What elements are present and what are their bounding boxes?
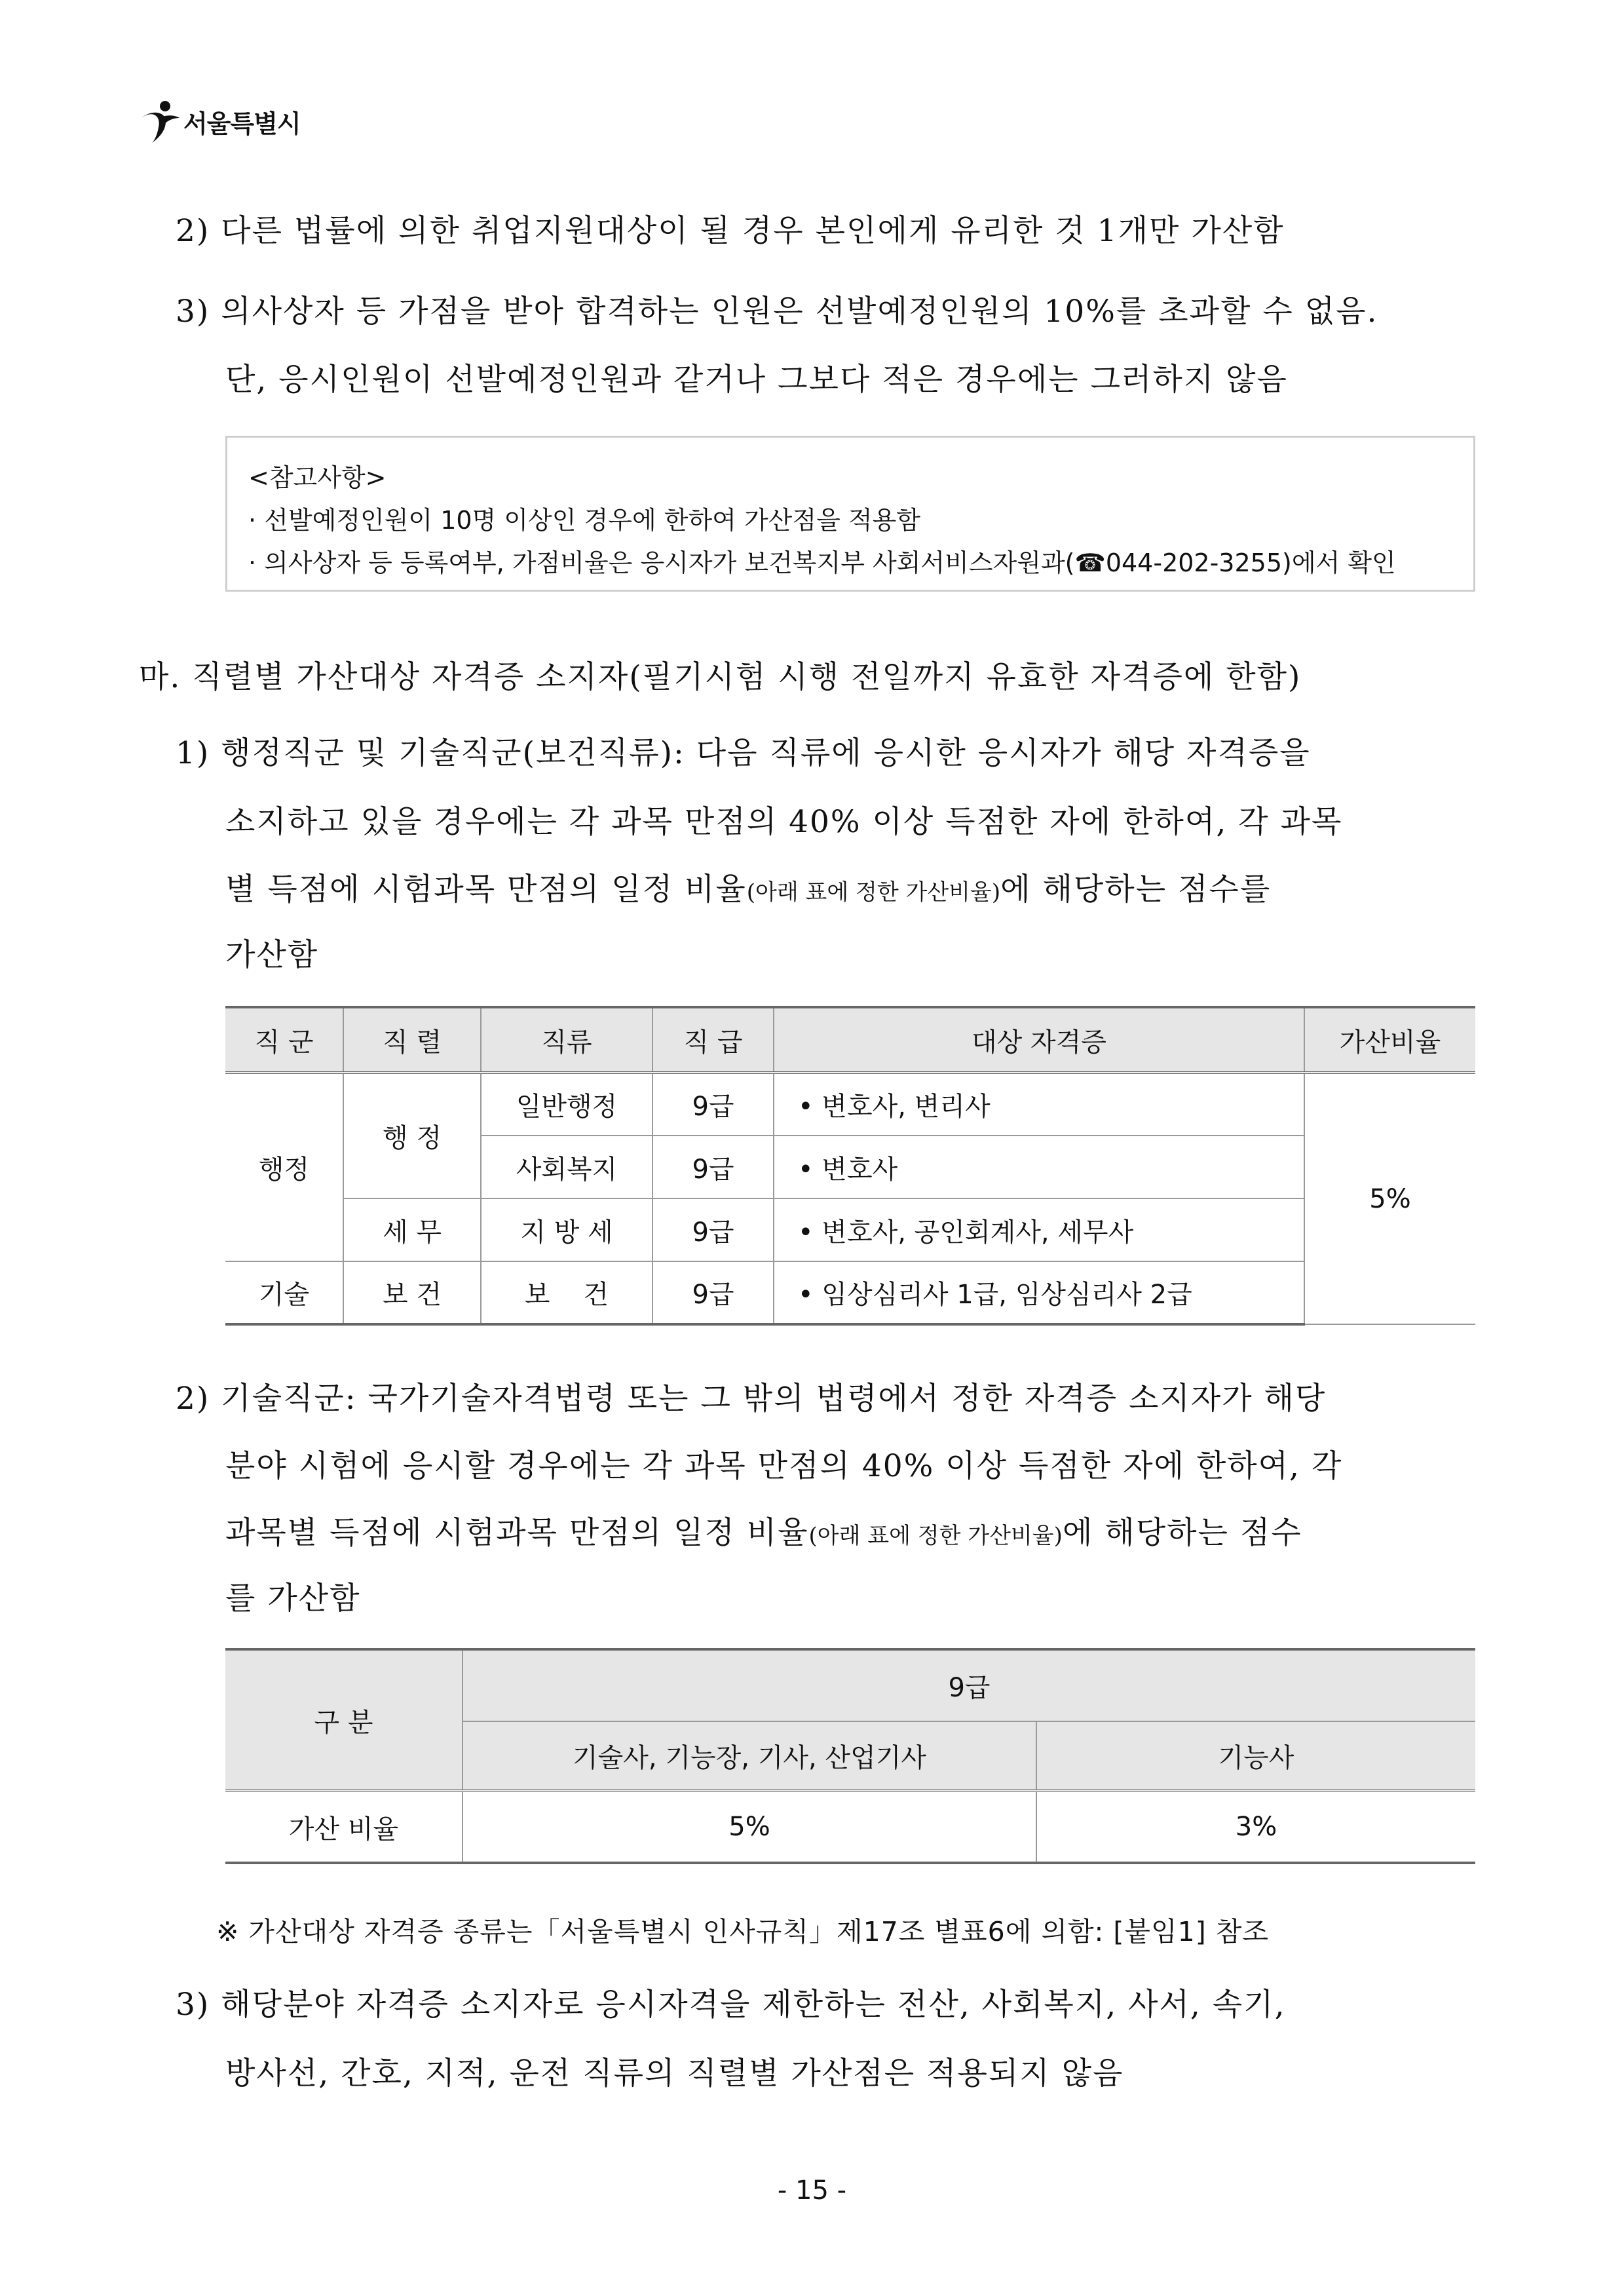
item2-line3-end: 에 해당하는 점수 xyxy=(1062,1515,1302,1551)
group-admin: 행정 xyxy=(225,1073,343,1261)
item2-line3-main: 과목별 득점에 시험과목 만점의 일정 비율 xyxy=(225,1515,809,1551)
page-number: - 15 - xyxy=(777,2175,847,2206)
grade-cell: 9급 xyxy=(652,1198,774,1261)
item-3-line1: 3) 의사상자 등 가점을 받아 합격하는 인원은 선발예정인원의 10%를 초과할 수 없음. xyxy=(176,294,1378,330)
item1-line3-small-note: (아래 표에 정한 가산비율) xyxy=(746,879,1001,906)
field-cell: 일반행정 xyxy=(481,1073,652,1136)
header-field: 직류 xyxy=(481,1007,652,1073)
seoul-emblem-icon xyxy=(139,98,181,144)
field-cell: 보 건 xyxy=(481,1261,652,1324)
section-item1-line4: 가산함 xyxy=(225,937,319,973)
field-cell: 사회복지 xyxy=(481,1136,652,1198)
row-label: 가산 비율 xyxy=(225,1791,463,1863)
section-item2-line2: 분야 시험에 응시할 경우에는 각 과목 만점의 40% 이상 득점한 자에 한하여, 각 xyxy=(225,1448,1343,1484)
reference-bullet-1: · 선발예정인원이 10명 이상인 경우에 한하여 가산점을 적용함 xyxy=(248,506,920,535)
certs-cell: • 변호사, 변리사 xyxy=(774,1073,1304,1136)
certs-cell: • 임상심리사 1급, 임상심리사 2급 xyxy=(774,1261,1304,1324)
value-cell: 5% xyxy=(463,1791,1036,1863)
col1-header: 기술사, 기능장, 기사, 산업기사 xyxy=(463,1721,1036,1791)
header-group: 직 군 xyxy=(225,1007,343,1073)
header-grade: 직 급 xyxy=(652,1007,774,1073)
section-item3-line1: 3) 해당분야 자격증 소지자로 응시자격을 제한하는 전산, 사회복지, 사서, 속기, xyxy=(176,1987,1286,2023)
grade-cell: 9급 xyxy=(652,1136,774,1198)
item-3-line2: 단, 응시인원이 선발예정인원과 같거나 그보다 적은 경우에는 그러하지 않음 xyxy=(225,362,1288,398)
series-tax: 세 무 xyxy=(343,1198,481,1261)
reference-title: <참고사항> xyxy=(248,463,387,492)
grade-cell: 9급 xyxy=(652,1073,774,1136)
corner-header: 구 분 xyxy=(225,1649,463,1791)
series-admin: 행 정 xyxy=(343,1073,481,1198)
reference-note: ※ 가산대상 자격증 종류는「서울특별시 인사규칙」제17조 별표6에 의함: [붙임1] 참조 xyxy=(216,1916,1269,1947)
value-cell: 3% xyxy=(1036,1791,1475,1863)
table-row xyxy=(225,1198,1475,1261)
section-item1-line2: 소지하고 있을 경우에는 각 과목 만점의 40% 이상 득점한 자에 한하여, 각 과목 xyxy=(225,804,1343,840)
section-heading: 마. 직렬별 가산대상 자격증 소지자(필기시험 시행 전일까지 유효한 자격증에 한함) xyxy=(139,659,1302,695)
org-name: 서울특별시 xyxy=(183,109,301,138)
header-certs: 대상 자격증 xyxy=(774,1007,1304,1073)
section-item3-line2: 방사선, 간호, 지적, 운전 직류의 직렬별 가산점은 적용되지 않음 xyxy=(225,2056,1124,2092)
table-header-row xyxy=(225,1007,1475,1073)
item-2-text: 2) 다른 법률에 의한 취업지원대상이 될 경우 본인에게 유리한 것 1개만 가산함 xyxy=(176,213,1285,249)
certs-cell: • 변호사 xyxy=(774,1136,1304,1198)
header-ratio: 가산비율 xyxy=(1304,1007,1475,1073)
group-tech: 기술 xyxy=(225,1261,343,1324)
series-health: 보 건 xyxy=(343,1261,481,1324)
section-item2-line3 xyxy=(225,1514,1302,1556)
table-row xyxy=(225,1791,1475,1863)
ratio-cell: 5% xyxy=(1304,1073,1475,1324)
grade-header: 9급 xyxy=(463,1649,1475,1721)
grade-ratio-table xyxy=(225,1648,1475,1864)
seoul-logo xyxy=(139,98,301,144)
item1-line3-main: 별 득점에 시험과목 만점의 일정 비율 xyxy=(225,871,747,908)
table-row xyxy=(225,1261,1475,1324)
table-header-row xyxy=(225,1649,1475,1721)
section-item1-line1: 1) 행정직군 및 기술직군(보건직류): 다음 직류에 응시한 응시자가 해당 자격증을 xyxy=(176,735,1311,771)
certificate-table xyxy=(225,1006,1475,1326)
item1-line3-end: 에 해당하는 점수를 xyxy=(1000,871,1272,908)
section-item2-line4: 를 가산함 xyxy=(225,1580,361,1617)
header-series: 직 렬 xyxy=(343,1007,481,1073)
section-item1-line3 xyxy=(225,870,1271,912)
table-row xyxy=(225,1073,1475,1136)
reference-bullet-2: · 의사상자 등 등록여부, 가점비율은 응시자가 보건복지부 사회서비스자원과(☎044-202-3255)에서 확인 xyxy=(248,548,1396,577)
grade-cell: 9급 xyxy=(652,1261,774,1324)
certs-cell: • 변호사, 공인회계사, 세무사 xyxy=(774,1198,1304,1261)
col2-header: 기능사 xyxy=(1036,1721,1475,1791)
item2-line3-small-note: (아래 표에 정한 가산비율) xyxy=(808,1523,1063,1549)
section-item2-line1: 2) 기술직군: 국가기술자격법령 또는 그 밖의 법령에서 정한 자격증 소지자가 해당 xyxy=(176,1381,1327,1417)
reference-box xyxy=(225,436,1475,592)
field-cell: 지 방 세 xyxy=(481,1198,652,1261)
